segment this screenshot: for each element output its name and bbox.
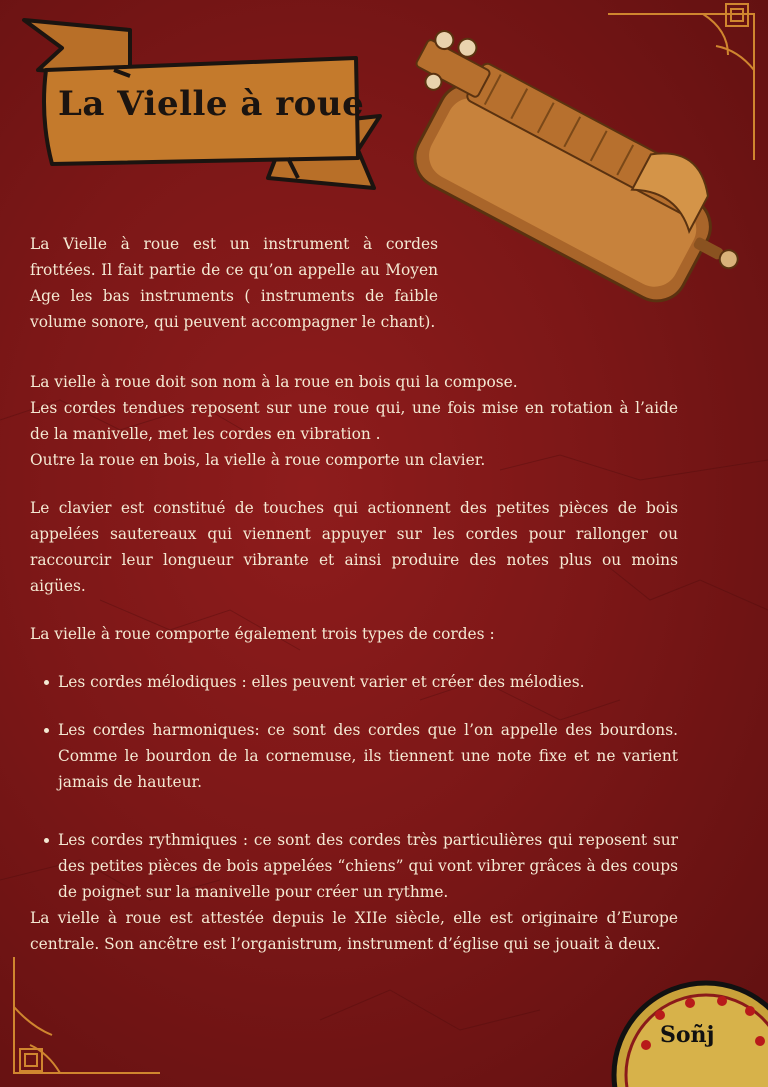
list-item-rhythmic-strings: Les cordes rythmiques : ce sont des cordes très particulières qui reposent sur des petites pièces de bois appelées “chiens” qui vont vibrer grâces à des coups de poignet sur la manivelle pour créer un rythme. xyxy=(30,827,678,905)
string-types-list xyxy=(30,669,678,905)
keyboard-mention-line: Outre la roue en bois, la vielle à roue comporte un clavier. xyxy=(30,451,486,469)
list-item-melodic-strings: Les cordes mélodiques : elles peuvent varier et créer des mélodies. xyxy=(30,669,678,695)
logo-text: Soñj xyxy=(660,1022,715,1048)
string-types-intro: La vielle à roue comporte également trois types de cordes : xyxy=(30,625,495,643)
main-content xyxy=(30,369,678,957)
intro-paragraph: La Vielle à roue est un instrument à cordes frottées. Il fait partie de ce qu’on appelle au Moyen Age les bas instruments ( instruments de faible volume sonore, qui peuvent accompagner le chant). xyxy=(30,235,438,331)
name-origin-line: La vielle à roue doit son nom à la roue en bois qui la compose. xyxy=(30,373,518,391)
strings-wheel-line: Les cordes tendues reposent sur une roue qui, une fois mise en rotation à l’aide de la manivelle, met les cordes en vibration . xyxy=(30,399,678,443)
corner-ornament-bottom-left xyxy=(0,957,160,1087)
list-item-harmonic-strings: Les cordes harmoniques: ce sont des cordes que l’on appelle des bourdons. Comme le bourdon de la cornemuse, ils tiennent une note fixe et ne varient jamais de hauteur. xyxy=(30,717,678,795)
keyboard-paragraph: Le clavier est constitué de touches qui actionnent des petites pièces de bois appelées sautereaux qui viennent appuyer sur les cordes pour rallonger ou raccourcir leur longueur vibrante et ainsi produire des notes plus ou moins aigües. xyxy=(30,499,678,595)
page-title: La Vielle à roue xyxy=(58,84,365,124)
history-paragraph: La vielle à roue est attestée depuis le XIIe siècle, elle est originaire d’Europe centrale. Son ancêtre est l’organistrum, instrument d’église qui se jouait à deux. xyxy=(30,909,678,953)
